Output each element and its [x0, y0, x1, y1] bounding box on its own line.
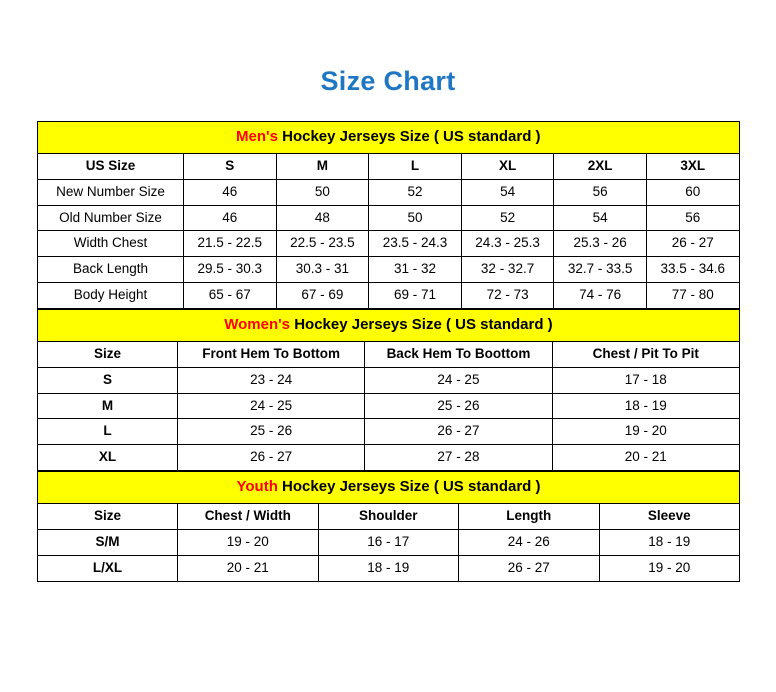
mens-header-row: [38, 153, 740, 179]
womens-header-row: [38, 341, 740, 367]
womens-banner-accent: Women's: [224, 316, 291, 333]
table-cell: 26 - 27: [178, 445, 365, 471]
womens-size-table: [37, 309, 740, 471]
table-cell: 24 - 25: [365, 367, 552, 393]
row-label: Width Chest: [38, 231, 184, 257]
womens-banner-rest: Hockey Jerseys Size ( US standard ): [290, 316, 553, 333]
table-row: [38, 529, 740, 555]
table-cell: 32.7 - 33.5: [554, 257, 647, 283]
mens-banner-row: [38, 122, 740, 154]
row-label: New Number Size: [38, 179, 184, 205]
table-cell: 25 - 26: [365, 393, 552, 419]
table-cell: 46: [184, 179, 277, 205]
table-cell: 31 - 32: [369, 257, 462, 283]
youth-banner: [38, 472, 740, 504]
table-cell: 18 - 19: [552, 393, 739, 419]
youth-header-row: [38, 503, 740, 529]
womens-banner-row: [38, 310, 740, 342]
table-cell: 19 - 20: [599, 555, 740, 581]
table-cell: 32 - 32.7: [461, 257, 554, 283]
table-cell: 24.3 - 25.3: [461, 231, 554, 257]
table-cell: 60: [646, 179, 739, 205]
mens-header-cell: S: [184, 153, 277, 179]
youth-header-cell: Chest / Width: [178, 503, 319, 529]
table-cell: 24 - 26: [459, 529, 600, 555]
row-label: XL: [38, 445, 178, 471]
table-row: [38, 445, 740, 471]
womens-header-cell: Back Hem To Boottom: [365, 341, 552, 367]
table-row: [38, 283, 740, 309]
womens-banner: [38, 310, 740, 342]
table-row: [38, 179, 740, 205]
youth-header-cell: Sleeve: [599, 503, 740, 529]
table-cell: 72 - 73: [461, 283, 554, 309]
table-cell: 52: [369, 179, 462, 205]
table-cell: 23.5 - 24.3: [369, 231, 462, 257]
mens-header-cell: US Size: [38, 153, 184, 179]
table-cell: 26 - 27: [365, 419, 552, 445]
table-cell: 21.5 - 22.5: [184, 231, 277, 257]
row-label: Old Number Size: [38, 205, 184, 231]
row-label: L/XL: [38, 555, 178, 581]
table-cell: 19 - 20: [178, 529, 319, 555]
table-cell: 29.5 - 30.3: [184, 257, 277, 283]
mens-size-table: [37, 121, 740, 309]
table-cell: 26 - 27: [459, 555, 600, 581]
table-cell: 26 - 27: [646, 231, 739, 257]
table-cell: 30.3 - 31: [276, 257, 369, 283]
table-row: [38, 231, 740, 257]
table-cell: 77 - 80: [646, 283, 739, 309]
table-cell: 50: [276, 179, 369, 205]
table-cell: 67 - 69: [276, 283, 369, 309]
mens-header-cell: XL: [461, 153, 554, 179]
page-title: Size Chart: [320, 66, 456, 96]
womens-header-cell: Front Hem To Bottom: [178, 341, 365, 367]
table-cell: 23 - 24: [178, 367, 365, 393]
table-cell: 18 - 19: [318, 555, 459, 581]
table-row: [38, 205, 740, 231]
table-cell: 54: [554, 205, 647, 231]
mens-header-cell: 2XL: [554, 153, 647, 179]
table-cell: 48: [276, 205, 369, 231]
table-cell: 17 - 18: [552, 367, 739, 393]
table-cell: 20 - 21: [552, 445, 739, 471]
table-cell: 18 - 19: [599, 529, 740, 555]
mens-header-cell: 3XL: [646, 153, 739, 179]
table-row: [38, 419, 740, 445]
table-cell: 33.5 - 34.6: [646, 257, 739, 283]
table-row: [38, 555, 740, 581]
table-row: [38, 257, 740, 283]
table-row: [38, 393, 740, 419]
mens-banner-accent: Men's: [236, 128, 278, 145]
table-cell: 25.3 - 26: [554, 231, 647, 257]
row-label: M: [38, 393, 178, 419]
row-label: S/M: [38, 529, 178, 555]
youth-size-table: [37, 471, 740, 581]
youth-banner-rest: Hockey Jerseys Size ( US standard ): [277, 478, 541, 496]
table-cell: 69 - 71: [369, 283, 462, 309]
table-cell: 25 - 26: [178, 419, 365, 445]
mens-header-cell: M: [276, 153, 369, 179]
youth-header-cell: Length: [459, 503, 600, 529]
table-cell: 52: [461, 205, 554, 231]
row-label: S: [38, 367, 178, 393]
youth-header-cell: Shoulder: [318, 503, 459, 529]
table-cell: 54: [461, 179, 554, 205]
table-cell: 24 - 25: [178, 393, 365, 419]
table-cell: 27 - 28: [365, 445, 552, 471]
womens-header-cell: Size: [38, 341, 178, 367]
table-cell: 56: [554, 179, 647, 205]
row-label: Back Length: [38, 257, 184, 283]
table-cell: 20 - 21: [178, 555, 319, 581]
youth-banner-row: [38, 472, 740, 504]
table-cell: 65 - 67: [184, 283, 277, 309]
mens-banner-rest: Hockey Jerseys Size ( US standard ): [277, 128, 541, 145]
table-cell: 50: [369, 205, 462, 231]
table-row: [38, 367, 740, 393]
size-tables: [37, 121, 739, 582]
table-cell: 22.5 - 23.5: [276, 231, 369, 257]
womens-header-cell: Chest / Pit To Pit: [552, 341, 739, 367]
row-label: L: [38, 419, 178, 445]
table-cell: 46: [184, 205, 277, 231]
youth-header-cell: Size: [38, 503, 178, 529]
youth-banner-accent: Youth: [236, 478, 278, 496]
row-label: Body Height: [38, 283, 184, 309]
mens-banner: [38, 122, 740, 154]
mens-header-cell: L: [369, 153, 462, 179]
table-cell: 16 - 17: [318, 529, 459, 555]
table-cell: 19 - 20: [552, 419, 739, 445]
table-cell: 56: [646, 205, 739, 231]
table-cell: 74 - 76: [554, 283, 647, 309]
